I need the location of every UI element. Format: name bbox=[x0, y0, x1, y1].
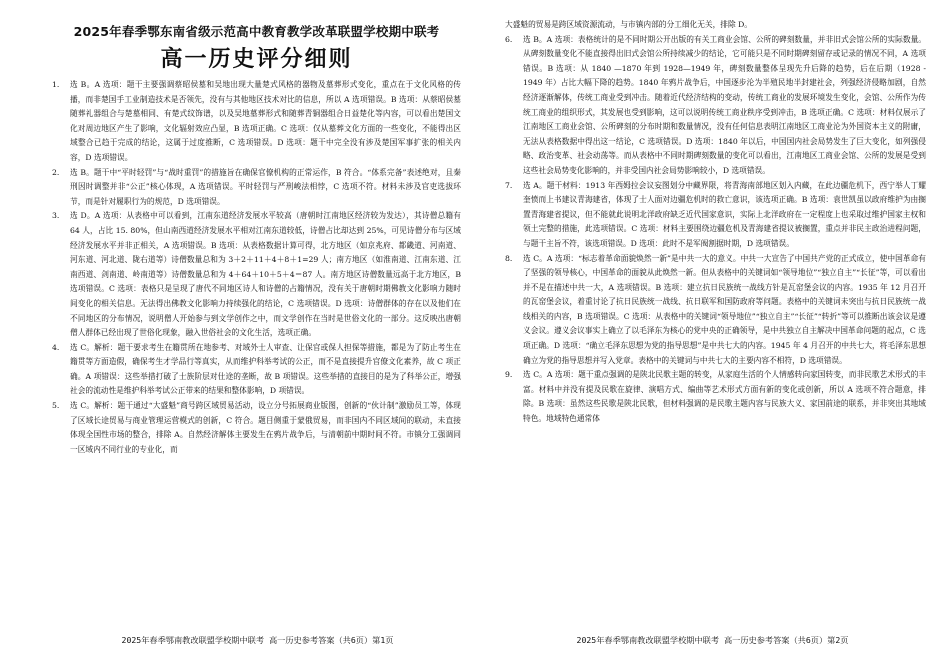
answer-text: 选 A。题干材料：1913 年西姆拉会议妄图划分中藏界限，将青海南部地区划入内藏，在此边疆危机下，西宁举人丁耀奎愤而上书建议青海建省，体现了士人面对边疆危机时的救亡意识，该选项正确。B 选项：袁世凯虽以政府维护为由搁置青海建省提议，但不能就此说明北洋政府缺乏近代国家意识，实际上北洋政府在一定程度上也采取过维护国家主权和领土完整的措施，此选项错误。C 选项：材料主要围绕边疆危机及青海建省提议被搁置，重点并非民主政治进程问题，与题干主旨不符，该选项错误。D 选项：此时不是军阀割据时期，D 选项错误。 bbox=[523, 180, 926, 248]
answer-number: 3. bbox=[52, 211, 60, 221]
answer-number: 5. bbox=[52, 401, 60, 411]
answer-number: 8. bbox=[505, 253, 513, 263]
answer-item-2 bbox=[52, 166, 461, 210]
answer-list-right bbox=[505, 18, 926, 427]
page-footer-left: 2025年春季鄂南教改联盟学校期中联考 高一历史参考答案（共6页）第1页 bbox=[121, 635, 394, 645]
answer-item-4 bbox=[52, 341, 461, 399]
answer-item-1 bbox=[52, 78, 461, 166]
answer-text: 选 C。A 选项：“标志着革命面貌焕然一新”是中共一大的意义。中共一大宣告了中国共产党的正式成立，使中国革命有了坚强的领导核心，中国革命的面貌从此焕然一新。但从表格中的关键词如“领导地位”“独立自主”“长征”等，可以看出并不是在描述中共一大，A 选项错误。B 选项：建立抗日民族统一战线方针是瓦窑堡会议的内容。1935 年 12 月召开的瓦窑堡会议，着重讨论了抗日民族统一战线、抗日联军和国防政府等问题。表格中的关键词未突出与抗日民族统一战线相关的内容，B 选项错误。C 选项：从表格中的关键词“领导地位”“独立自主”“长征”“转折”等可以推断出该会议是遵义会议。遵义会议事实上确立了以毛泽东为核心的党中央的正确领导，是中共独立自主解决中国革命问题的起点，C 选项正确。D 选项：“确立毛泽东思想为党的指导思想”是中共七大的内容。1945 年 4 月召开的中共七大，将毛泽东思想确立为党的指导思想并写入党章。表格中的关键词与中共七大的主要内容不相符，D 选项错误。 bbox=[523, 253, 926, 365]
answer-text: 选 B。A 选项：表格统计的是不同时期公开出版的有关工商业会馆、公所的碑刻数量，并非旧式会馆公所的实际数量。从碑刻数量变化不能直接得出旧式会馆公所持续减少的结论，它可能只是不同时期碑刻留存或记录的情况不同，A 选项错误。B 选项：从 1840 —1870 年到 1928—1949 年，碑刻数量整体呈现先升后降的趋势，后在后期（1928 - 1949 年）占比大幅下降的趋势。1840 年鸦片战争后，中国逐步沦为半殖民地半封建社会，列强经济侵略加剧，自然经济逐渐解体，传统工商业受到冲击。随着近代经济结构的变动，传统工商业的发展环境发生变化，会馆、公所作为传统工商业的组织形式，其发展也受到影响，这可以说明传统工商业秩序受到冲击，B 选项正确。C 选项：材料仅展示了江南地区工商业会馆、公所碑刻的分布时期和数量情况，没有任何信息表明江南地区工商业沦为外国资本主义的附庸，无法从表格数据中得出这一结论，C 选项错误。D 选项：1840 年以后，中国国内社会局势发生了巨大变化，如列强侵略、政治变革、社会动荡等。而从表格中不同时期碑刻数量的变化可以看出，江南地区工商业会馆、公所的发展是受到这些社会局势变化影响的，并非受国内社会局势影响较小，D 选项错误。 bbox=[523, 34, 926, 175]
answer-item-8 bbox=[505, 252, 926, 369]
answer-item-6 bbox=[505, 33, 926, 179]
answer-number: 1. bbox=[52, 80, 60, 89]
answer-text: 选 B。题干中“平时轻罚”与“战时重罚”的措施旨在确保官僚机构的正常运作，B 符合。“体系完备”表述绝对，且秦刑因时调整并非“公正”核心体现，A 选项错误。平时轻罚与严刑峻法相悖，C 选项不符。材料未涉及官吏选拔环节，而是针对履职行为的规范，D 选项错误。 bbox=[70, 167, 461, 206]
answer-item-3 bbox=[52, 209, 461, 340]
answer-text: 选 C。解析：题干通过“大盛魁”商号跨区域贸易活动，设立分号拓展商业版图，创新的“伙计制”激励员工等，体现了区域长途贸易与商业管理运营模式的创新，C 符合。题目侧重于蒙俄贸易，而非国内不同区域间的联动，未直接体现全国性市场的整合，排除 A。自然经济解体主要发生在鸦片战争后，与清朝前中期时间不符。市镇分工强调同一区域内不同行业的专业化，而 bbox=[70, 401, 461, 454]
answer-text: 选 B。A 选项：题干主要强调蔡昭侯墓和吴地出现大量楚式风格的器物及墓葬形式变化，重点在于文化风格的传播，而非楚国手工业制造技术是否领先，没有与其他地区技术对比的信息，所以 A 选项错误。B 选项：从蔡昭侯墓随葬礼器组合与楚墓相同、有楚式纹饰谱，以及吴地墓葬形式和随葬青铜器组合日益楚化等内容，可以看出楚国文化对周边地区产生了影响，文化辐射效应凸显，B 选项正确。C 选项：仅从墓葬文化方面的一些变化，不能得出区域整合已趋于完成的结论，这属于过度推断，C 选项错误。D 选项：题干中完全没有涉及楚国军事扩张的相关内容，D 选项错误。 bbox=[70, 80, 461, 162]
answer-list-left bbox=[52, 78, 461, 457]
answer-number: 4. bbox=[52, 342, 60, 352]
answer-text: 选 C。A 选项：题干重点强调的是陕北民歌主题的转变，从家庭生活的个人情感转向家国转变，而非民歌艺术形式的丰富。材料中并没有提及民歌在旋律、演唱方式、编曲等艺术形式方面有新的变化或创新，所以 A 选项不符合题意，排除。B 选项：虽然这些民歌是陕北民歌，但材料强调的是民歌主题内容与民族大义、家国前途的联系，并非突出其地域特色。地域特色通常体 bbox=[523, 370, 926, 424]
right-page bbox=[475, 0, 950, 658]
answer-text: 选 D。A 选项：从表格中可以看到，江南东道经济发展水平较高（唐朝时江南地区经济较为发达），其诗僧总籍有 64 人，占比 15. 80%，但山南西道经济发展水平相对江南东道较低，诗僧占比却达到 25%，可见诗僧分布与区域经济发展水平并非正相关，A 选项错误。B 选项：从表格数据计算可得，北方地区（如京兆府、都畿道、河南道、河东道、河北道、陇右道等）诗僧数量总和为 3＋2＋11＋4＋8＋1=29 人；南方地区（如淮南道、江南东道、江南西道、剑南道、岭南道等）诗僧数量总和为 4＋64＋10＋5＋4＝87 人。南方地区诗僧数量远高于北方地区，B 选项错误。C 选项：表格只是呈现了唐代不同地区诗人和诗僧的占籍情况，没有关于唐朝时期佛教文化影响力随时间变化的相关信息。无法得出佛教文化影响力持续强化的结论，C 选项错误。D 选项：诗僧群体的存在以及他们在不同地区的分布情况，说明僧人开始参与到文学创作之中，而文学创作在当时是世俗文化的一部分。这反映出唐朝僧人群体已经出现了世俗化现象，融入世俗社会的文化生活，选项正确。 bbox=[70, 211, 461, 338]
answer-number: 6. bbox=[505, 34, 513, 44]
answer-number: 9. bbox=[505, 370, 513, 380]
answer-item-7 bbox=[505, 179, 926, 252]
answer-number: 2. bbox=[52, 167, 60, 177]
answer-text: 选 C。解析：题干要求考生在籍贯所在地参考、对域外士人审查、让保官或保人担保等措施，都是为了防止考生在籍贯等方面造假，确保考生才学品行等真实，从而维护科举考试的公正，而不是直接提升官僚文化素养，故 C 项正确。A 项错误：这些举措打破了士族阶层对仕途的垄断，故 B 项错误。这些举措的直接目的是为了科举公正，增强社会的流动性是维护科举考试公正带来的结果和整体影响，D 项错误。 bbox=[70, 342, 461, 396]
answer-number: 7. bbox=[505, 180, 513, 190]
answer-item-5 bbox=[52, 399, 461, 457]
document-title: 高一历史评分细则 bbox=[160, 47, 353, 72]
page-footer-right: 2025年春季鄂南教改联盟学校期中联考 高一历史参考答案（共6页）第2页 bbox=[576, 635, 849, 645]
answer-item-9 bbox=[505, 368, 926, 426]
continued-text: 大盛魁的贸易是跨区域资源流动，与市镇内部的分工细化无关，排除 D。 bbox=[505, 20, 752, 29]
exam-title: 2025年春季鄂东南省级示范高中教育教学改革联盟学校期中联考 bbox=[73, 24, 440, 39]
